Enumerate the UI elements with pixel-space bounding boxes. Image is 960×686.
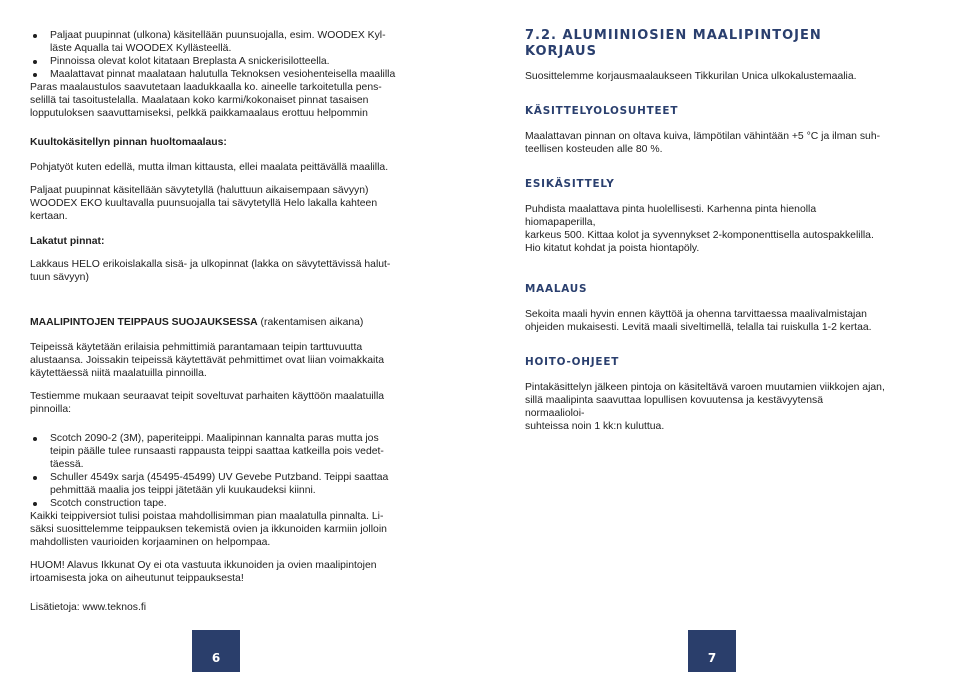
conditions-paragraph: Maalattavan pinnan on oltava kuiva, lämpötilan vähintään +5 °C ja ilman suh- teellisen kosteuden alle 80 %. [525,131,881,155]
tape-recommendation-paragraph: Testiemme mukaan seuraavat teipit soveltuvat parhaiten käyttöön maalatuilla pinnoilla: [30,391,385,415]
more-info-line: Lisätietoja: www.teknos.fi [30,602,147,613]
maintenance-heading: Kuultokäsitellyn pinnan huoltomaalaus: [30,137,227,148]
intro-paragraph: Suosittelemme korjausmaalaukseen Tikkurilan Unica ulkokalustemaalia. [525,71,857,82]
list-item: Scotch 2090-2 (3M), paperiteippi. Maalipinnan kannalta paras mutta jos teipin päälle tulee runsaasti rappausta teippi saattaa katkeilla pois vedet- täessä. [30,432,400,471]
list-item: Maalattavat pinnat maalataan halutulla Teknoksen vesiohenteisella maalilla [30,68,400,81]
list-item: Paljaat puupinnat (ulkona) käsitellään puunsuojalla, esim. WOODEX Kyl- läste Aqualla tai WOODEX Kyllästeellä. [30,29,400,55]
bare-wood-paragraph: Paljaat puupinnat käsitellään sävytetyllä (haluttuun aikaisempaan sävyyn) WOODEX EKO kuultavalla puunsuojalla tai sävytetyllä Helo lakalla kahteen kertaan. [30,185,378,222]
disclaimer-paragraph: HUOM! Alavus Ikkunat Oy ei ota vastuuta ikkunoiden ja ovien maalipintojen irtoamisesta joka on aiheutunut teippauksesta! [30,560,377,584]
right-column [525,28,885,433]
tape-list [30,432,400,510]
tape-plasticizer-paragraph: Teipeissä käytetään erilaisia pehmittimiä parantamaan teipin tarttuvuutta alustaansa. Joissakin teipeissä käytettävät pehmittimet ovat liian voimakkaita käytettäessä niitä maalatuilla pinnoilla. [30,342,385,379]
left-page [0,0,480,672]
painting-paragraph: Sekoita maali hyvin ennen käyttöä ja ohenna tarvittaessa maalivalmistajan ohjeiden mukaisesti. Levitä maali siveltimellä, telalla tai ruiskulla 1-2 kertaa. [525,309,872,333]
taping-heading-note: (rakentamisen aikana) [257,317,364,328]
taping-heading-title: MAALIPINTOJEN TEIPPAUS SUOJAUKSESSA [30,317,258,328]
list-item: Scotch construction tape. [30,497,400,510]
page-number-6: 6 [192,630,240,672]
left-column [30,29,400,614]
groundwork-paragraph: Pohjatyöt kuten edellä, mutta ilman kittausta, ellei maalata peittävällä maalilla. [30,162,389,173]
care-heading: HOITO-OHJEET [525,356,620,368]
section-title: 7.2. ALUMIINIOSIEN MAALIPINTOJEN KORJAUS [525,28,822,59]
conditions-heading: KÄSITTELYOLOSUHTEET [525,105,679,117]
pretreatment-paragraph: Puhdista maalattava pinta huolellisesti. Karhenna pinta hienolla hiomapaperilla, karkeus 500. Kittaa kolot ja syvennykset 2-komponenttisella autospakkelilla. Hio kitatut kohdat ja poista hiontapöly. [525,204,874,254]
surface-prep-list [30,29,400,81]
right-page [480,0,960,672]
pretreatment-heading: ESIKÄSITTELY [525,178,615,190]
page-number-7: 7 [688,630,736,672]
lacquered-heading: Lakatut pinnat: [30,236,105,247]
lacquer-paragraph: Lakkaus HELO erikoislakalla sisä- ja ulkopinnat (lakka on sävytettävissä halut- tuun sävyyn) [30,259,391,283]
taping-heading [30,316,400,329]
painting-heading: MAALAUS [525,283,588,295]
list-item: Pinnoissa olevat kolot kitataan Breplasta A snickerisilotteella. [30,55,400,68]
tape-removal-paragraph: Kaikki teippiversiot tulisi poistaa mahdollisimman pian maalatulla pinnalta. Li- säksi suosittelemme teippauksen tekemistä ovien ja ikkunoiden karmiin jolloin mahdollisten vaurioiden korjaaminen on helpompaa. [30,511,387,548]
care-paragraph: Pintakäsittelyn jälkeen pintoja on käsiteltävä varoen muutamien viikkojen ajan, sillä maalipinta saavuttaa lopullisen kovuutensa ja kestävyytensä normaalioloi- suhteissa noin 1 kk:n kuluttua. [525,382,885,432]
paint-result-paragraph: Paras maalaustulos saavutetaan laadukkaalla ko. aineelle tarkoitetulla pens- selillä tai tasoitustelalla. Maalataan koko karmi/kokonaiset pinnat tasaisen lopputuloksen saavuttamiseksi, pelkkä paikkamaalaus erottuu helpommin [30,82,382,119]
list-item: Schuller 4549x sarja (45495-45499) UV Gevebe Putzband. Teippi saattaa pehmittää maalia jos teippi jätetään yli kuukaudeksi kiinni. [30,471,400,497]
